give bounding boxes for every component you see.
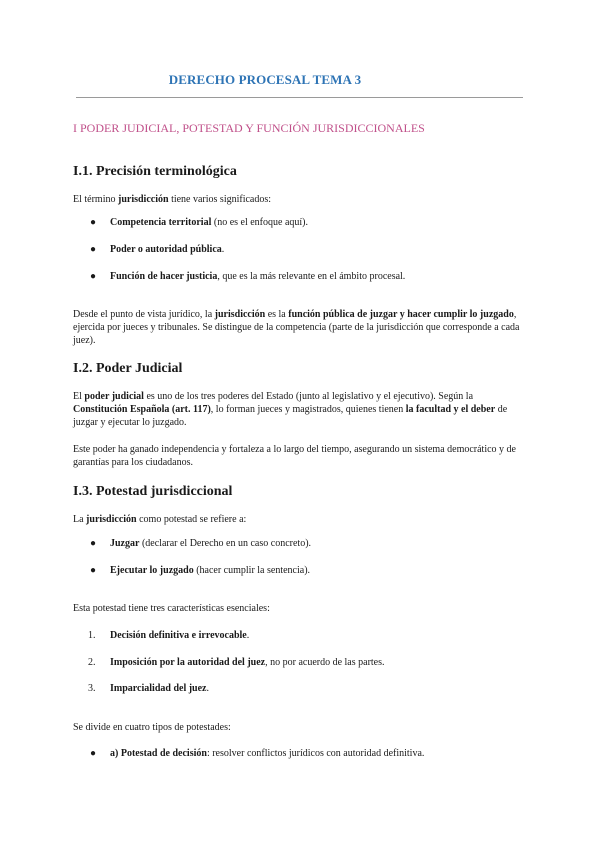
section-heading-1: I.1. Precisión terminológica <box>73 164 237 179</box>
bullet-icon: ● <box>90 244 97 255</box>
document-title: DERECHO PROCESAL TEMA 3 <box>168 72 362 87</box>
list-number: 1. <box>88 630 96 641</box>
title-divider <box>76 97 523 98</box>
s3-types-intro: Se divide en cuatro tipos de potestades: <box>73 722 231 733</box>
bullet-icon: ● <box>90 538 97 549</box>
bullet-icon: ● <box>90 271 97 282</box>
bullet-icon: ● <box>90 748 97 759</box>
s2-paragraph-1: El poder judicial es uno de los tres poderes del Estado (junto al legislativo y el ejecutivo). Según la Constitución Española (art. 117), lo forman jueces y magistrados, quienes tienen la facultad y el deber de juzgar y ejecutar lo juzgado. <box>73 391 508 428</box>
s1-intro: El término jurisdicción tiene varios significados: <box>73 194 272 205</box>
s1-paragraph: Desde el punto de vista jurídico, la jurisdicción es la función pública de juzgar y hacer cumplir lo juzgado, ejercida por jueces y tribunales. Se distingue de la competencia (parte de la jurisdicción que corresponde a cada juez). <box>73 309 520 346</box>
bullet-icon: ● <box>90 217 97 228</box>
document-page: DERECHO PROCESAL TEMA 3 I PODER JUDICIAL, POTESTAD Y FUNCIÓN JURISDICCIONALES I.1. Precisión terminológica El término jurisdicción tiene varios significados: ● Competencia territorial (no es el enfoque aquí). ● Poder o autoridad pública. ● Función de hacer justicia, que es la más relevante en el ámbito procesal. Desde el punto de vista jurídico, la jurisdicción es la función pública de juzgar y hacer cumplir lo juzgado, ejercida por jueces y tribunales. Se distingue de la competencia (parte de la jurisdicción que corresponde a cada juez). I.2. Poder Judicial El poder judicial es uno de los tres poderes del Estado (junto al legislativo y el ejecutivo). Según la Constitución Española (art. 117), lo forman jueces y magistrados, quienes tienen la facultad y el deber de juzgar y ejecutar lo juzgado. Este poder ha ganado independencia y fortaleza a lo largo del tiempo, asegurando un sistema democrático y de garantías para los ciudadanos. I.3. Potestad jurisdiccional La jurisdicción como potestad se refiere a: ● Juzgar (declarar el Derecho en un caso concreto). ● Ejecutar lo juzgado (hacer cumplir la sentencia). Esta potestad tiene tres características esenciales: 1. Decisión definitiva e irrevocable. 2. Imposición por la autoridad del juez, no por acuerdo de las partes. 3. Imparcialidad del juez. Se divide en cuatro tipos de potestades: ● a) Potestad de decisión: resolver conflictos jurídicos con autoridad definitiva. <box>0 0 600 848</box>
bullet-icon: ● <box>90 565 97 576</box>
s3-intro: La jurisdicción como potestad se refiere a: <box>73 514 247 525</box>
s2-paragraph-2: Este poder ha ganado independencia y fortaleza a lo largo del tiempo, asegurando un sistema democrático y de garantías para los ciudadanos. <box>73 444 516 468</box>
list-number: 2. <box>88 657 96 668</box>
chapter-title: I PODER JUDICIAL, POTESTAD Y FUNCIÓN JURISDICCIONALES <box>73 121 425 135</box>
s3-traits-intro: Esta potestad tiene tres características esenciales: <box>73 603 270 614</box>
section-heading-3: I.3. Potestad jurisdiccional <box>73 484 233 499</box>
list-number: 3. <box>88 683 96 694</box>
section-heading-2: I.2. Poder Judicial <box>73 361 183 376</box>
